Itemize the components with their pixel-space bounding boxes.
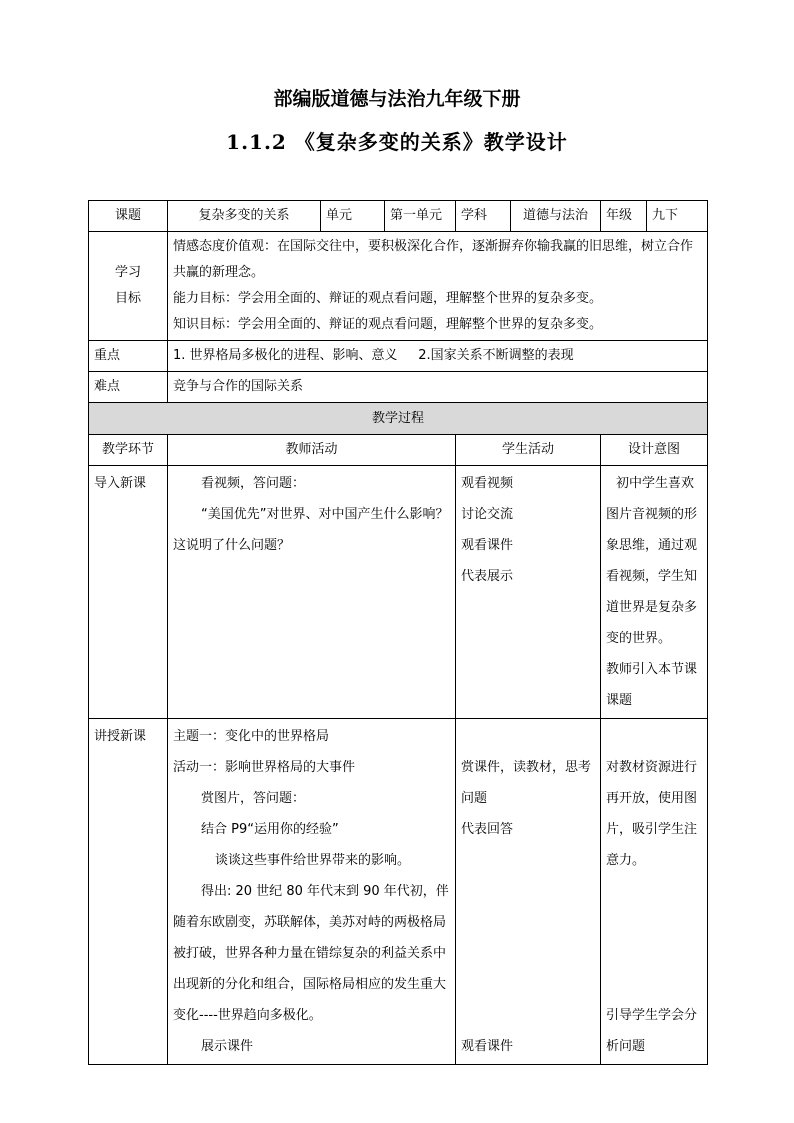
key-value: 1. 世界格局多极化的进程、影响、意义 2.国家关系不断调整的表现 <box>168 341 708 372</box>
lecture-teacher-line: 结合 P9“运用你的经验” <box>201 822 339 837</box>
intro-student <box>456 466 601 719</box>
unit-label: 单元 <box>321 201 385 232</box>
lecture-student <box>456 719 601 1065</box>
grade-value: 九下 <box>647 201 708 232</box>
header-intent: 设计意图 <box>601 435 708 466</box>
lecture-student-line: 代表回答 <box>461 822 514 837</box>
grade-label: 年级 <box>601 201 647 232</box>
difficulty-label: 难点 <box>89 372 168 403</box>
intro-teacher <box>168 466 456 719</box>
intro-student-line: 观看视频 <box>461 476 514 491</box>
lecture-teacher-line: 赏图片，答问题： <box>201 791 306 806</box>
lecture-teacher-line: 活动一：影响世界格局的大事件 <box>173 760 356 775</box>
intro-intent-line: 教师引入本节课课题 <box>606 662 698 708</box>
subject-label: 学科 <box>456 201 511 232</box>
intro-student-line: 观看课件 <box>461 538 514 553</box>
lecture-intent <box>601 719 708 1065</box>
key-label: 重点 <box>89 341 168 372</box>
difficulty-value: 竞争与合作的国际关系 <box>168 372 708 403</box>
goals-label <box>89 232 168 341</box>
goal-affective: 情感态度价值观：在国际交往中，要积极深化合作，逐渐摒弃你输我赢的旧思维，树立合作共赢的新理念。 <box>173 239 694 280</box>
document-subtitle: 1.1.2 《复杂多变的关系》教学设计 <box>226 130 568 154</box>
intro-teacher-question: “美国优先”对世界、对中国产生什么影响？这说明了什么问题？ <box>173 507 449 553</box>
intro-teacher-line: 看视频，答问题： <box>201 476 306 491</box>
unit-value: 第一单元 <box>385 201 456 232</box>
intro-stage: 导入新课 <box>89 466 168 719</box>
header-stage: 教学环节 <box>89 435 168 466</box>
subject-value: 道德与法治 <box>511 201 601 232</box>
header-teacher: 教师活动 <box>168 435 456 466</box>
lecture-teacher-conclusion: 得出: 20 世纪 80 年代末到 90 年代初，伴随着东欧剧变，苏联解体，美苏对峙的两极格局被打破，世界各种力量在错综复杂的利益关系中出现新的分化和组合，国际格局相应的发生重大变化----世界趋向多极化。 <box>173 884 449 1023</box>
document-title: 部编版道德与法治九年级下册 <box>273 88 521 110</box>
lecture-student-line: 赏课件，读教材，思考问题 <box>461 760 592 806</box>
lecture-teacher-line: 展示课件 <box>201 1039 254 1054</box>
lecture-intent-line: 引导学生学会分析问题 <box>606 1008 698 1054</box>
lecture-stage: 讲授新课 <box>89 719 168 1065</box>
goals-label-line: 学习 <box>114 265 141 280</box>
goal-knowledge: 知识目标：学会用全面的、辩证的观点看问题，理解整个世界的复杂多变。 <box>173 317 603 332</box>
process-section-title: 教学过程 <box>89 403 708 435</box>
lecture-student-line: 观看课件 <box>461 1039 514 1054</box>
intro-intent-line: 初中学生喜欢图片音视频的形象思维，通过观看视频，学生知道世界是复杂多变的世界。 <box>606 476 698 646</box>
intro-intent <box>601 466 708 719</box>
topic-value: 复杂多变的关系 <box>168 201 321 232</box>
lecture-teacher-line: 主题一：变化中的世界格局 <box>173 729 330 744</box>
goal-ability: 能力目标：学会用全面的、辩证的观点看问题，理解整个世界的复杂多变。 <box>173 291 603 306</box>
lecture-teacher <box>168 719 456 1065</box>
lesson-plan-table <box>88 200 708 1065</box>
topic-label: 课题 <box>89 201 168 232</box>
intro-student-line: 讨论交流 <box>461 507 514 522</box>
lecture-intent-line: 对教材资源进行再开放，使用图片，吸引学生注意力。 <box>606 760 698 868</box>
header-student: 学生活动 <box>456 435 601 466</box>
goals-content <box>168 232 708 341</box>
goals-label-line: 目标 <box>114 291 141 306</box>
lecture-teacher-line: 谈谈这些事件给世界带来的影响。 <box>215 853 411 868</box>
intro-student-line: 代表展示 <box>461 569 514 584</box>
